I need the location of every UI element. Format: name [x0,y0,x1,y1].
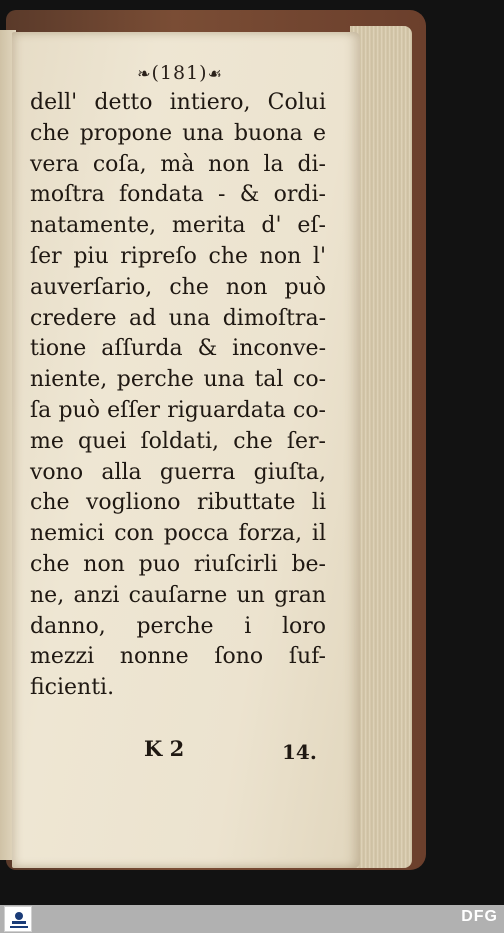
ornament-left-icon: ❧ [137,64,152,83]
running-head [120,62,240,84]
text-line: mezzi nonne ſono ſuf- [30,644,326,670]
text-line: natamente, merita d' eſ- [30,213,326,239]
catchword: 14. [282,740,317,764]
text-line: niente, perche una tal co- [30,367,326,393]
body-text [30,88,326,704]
text-line: danno, perche i loro [30,613,326,639]
text-line: vono alla guerra giuſta, [30,459,326,485]
text-line: ſer piu ripreſo che non l' [30,243,326,269]
text-line: vera coſa, mà non la di- [30,151,326,177]
text-line: credere ad una dimoſtra- [30,305,326,331]
text-line: ficienti. [30,675,115,701]
text-line: moſtra fondata - & ordi- [30,182,326,208]
signature-mark: K 2 [144,736,185,761]
dfg-logo[interactable]: DFG [461,908,498,925]
text-line: nemici con pocca forza, il [30,521,326,547]
text-line: auverſario, che non può [30,274,326,300]
page-number: (181) [151,62,208,84]
text-line: me quei ſoldati, che ſer- [30,428,326,454]
footer-bar [0,905,504,933]
text-line: che vogliono ributtate li [30,490,326,516]
text-line: ne, anzi cauſarne un gran [30,582,326,608]
text-line: ſa può eſſer riguardata co- [30,397,326,423]
library-logo-icon[interactable] [4,906,32,932]
ornament-right-icon: ☙ [207,64,223,83]
text-line: tione aſſurda & inconve- [30,336,326,362]
text-line: che propone una buona e [30,120,326,146]
text-line: dell' detto intiero, Colui [30,90,326,115]
text-line: che non puo riuſcirli be- [30,551,326,577]
